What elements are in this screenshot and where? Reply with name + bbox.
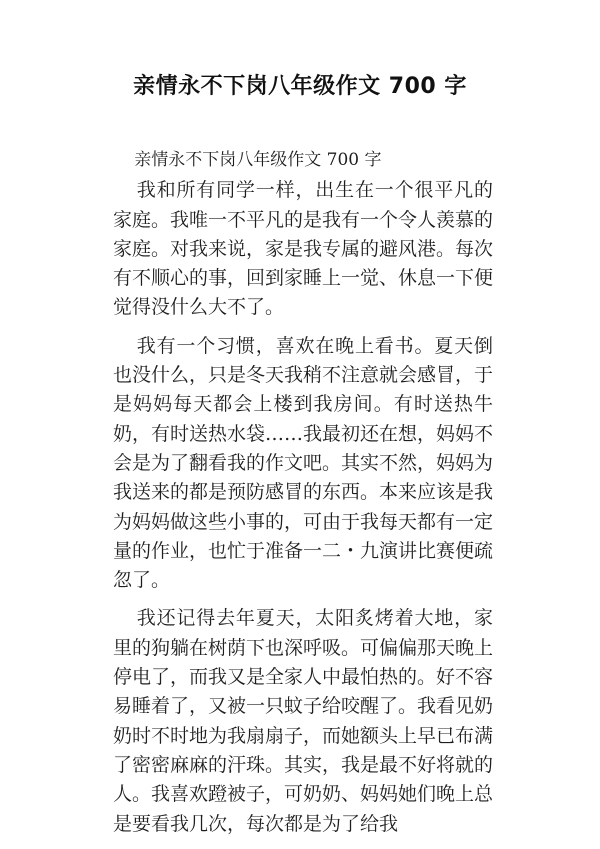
document-title: 亲情永不下岗八年级作文 700 字 — [133, 74, 467, 99]
document-body — [113, 146, 493, 839]
paragraph-2: 我有一个习惯，喜欢在晚上看书。夏天倒也没什么，只是冬天我稍不注意就会感冒，于是妈妈每天都会上楼到我房间。有时送热牛奶，有时送热水袋……我最初还在想，妈妈不会是为了翻看我的作文吧。其实不然，妈妈为我送来的都是预防感冒的东西。本来应该是我为妈妈做这些小事的，可由于我每天都有一定量的作业，也忙于准备一二・九演讲比赛便疏忽了。 — [113, 334, 494, 592]
body-subtitle: 亲情永不下岗八年级作文 700 字 — [134, 150, 382, 170]
paragraph-1: 我和所有同学一样，出生在一个很平凡的家庭。我唯一不平凡的是我有一个令人羡慕的家庭。对我来说，家是我专属的避风港。每次有不顺心的事，回到家睡上一觉、休息一下便觉得没什么大不了。 — [113, 179, 494, 319]
paragraph-3: 我还记得去年夏天，太阳炙烤着大地，家里的狗躺在树荫下也深呼吸。可偏偏那天晚上停电了，而我又是全家人中最怕热的。好不容易睡着了，又被一只蚊子给咬醒了。我看见奶奶时不时地为我扇扇子，而她额头上早已布满了密密麻麻的汗珠。其实，我是最不好将就的人。我喜欢蹬被子，可奶奶、妈妈她们晚上总是要看我几次，每次都是为了给我 — [113, 607, 494, 835]
